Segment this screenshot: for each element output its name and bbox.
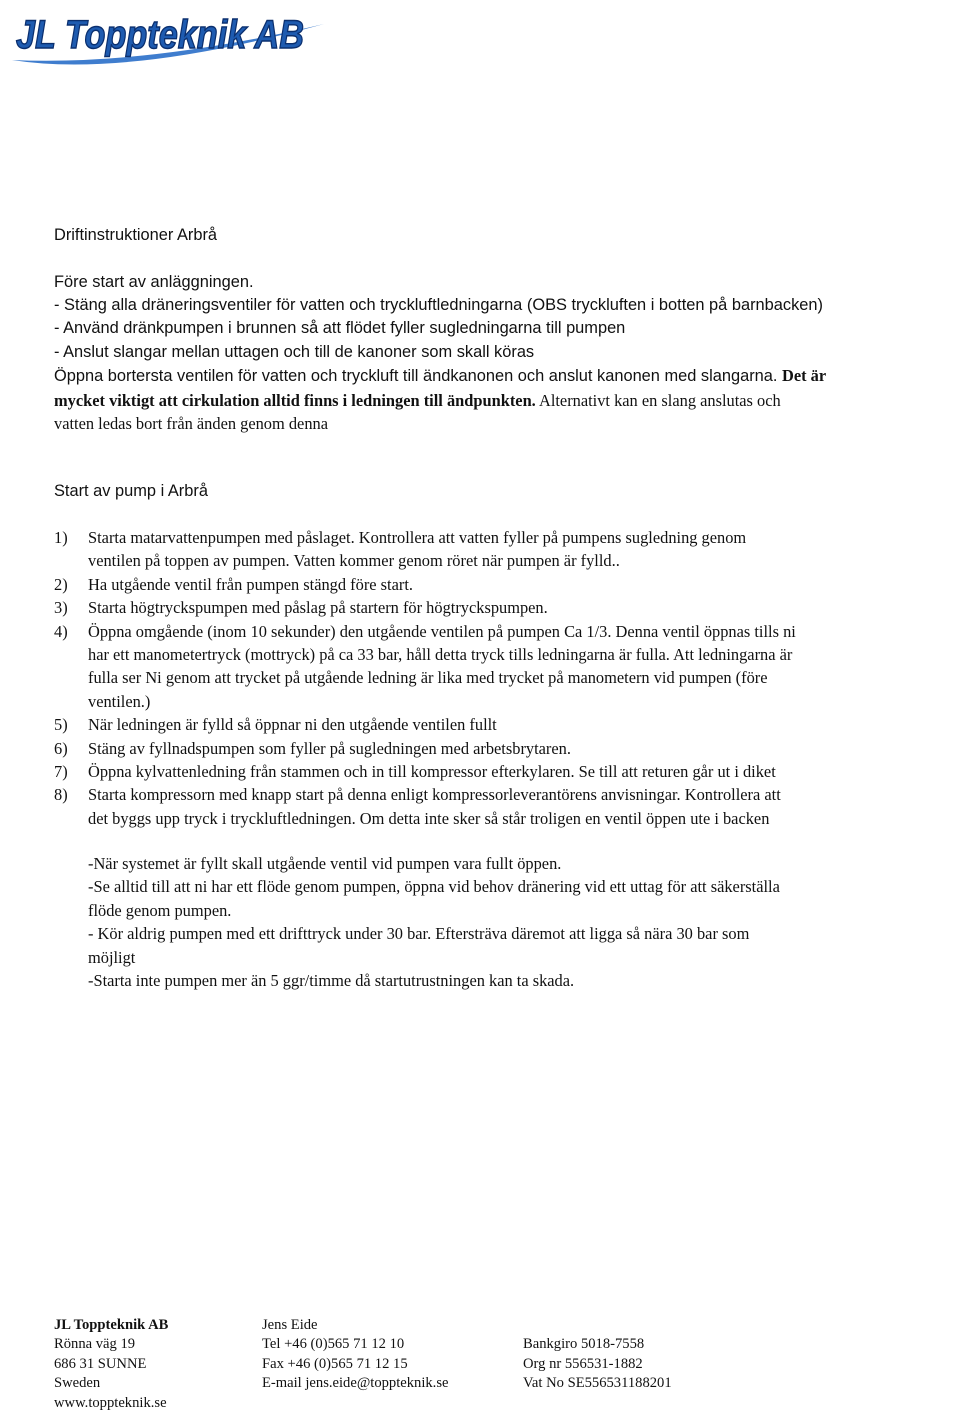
- step-text: Starta högtryckspumpen med påslag på startern för högtryckspumpen.: [88, 598, 548, 618]
- footer-company: JL Toppteknik AB: [54, 1317, 169, 1333]
- company-logo: [6, 2, 336, 70]
- footer-contact-name: Jens Eide: [262, 1317, 318, 1333]
- footer-postal: 686 31 SUNNE: [54, 1355, 147, 1372]
- note-line: -När systemet är fyllt skall utgående ventil vid pumpen vara fullt öppen.: [88, 854, 562, 873]
- step-text: Starta kompressorn med knapp start på denna enligt kompressorleverantörens anvisningar. Kontrollera att: [88, 785, 781, 805]
- step-text: ventilen på toppen av pumpen. Vatten kommer genom röret när pumpen är fylld..: [88, 551, 620, 571]
- start-steps-list: [54, 526, 960, 830]
- step-text: Starta matarvattenpumpen med påslaget. Kontrollera att vatten fyller på pumpens sugledning genom: [88, 528, 747, 547]
- list-item: [54, 526, 960, 573]
- step-number: 3): [54, 598, 68, 618]
- warning-text: Alternativt kan en slang anslutas och: [538, 390, 781, 410]
- instruction-text: Öppna bortersta ventilen för vatten och tryckluft till ändkanonen och anslut kanonen med slangarna.: [54, 367, 778, 386]
- step-text: Stäng av fyllnadspumpen som fyller på sugledningen med arbetsbrytaren.: [88, 738, 571, 758]
- note-line: möjligt: [88, 947, 136, 967]
- step-text: det byggs upp tryck i tryckluftledningen. Om detta inte sker så står troligen en ventil öppen ute i backen: [88, 808, 770, 828]
- footer-country: Sweden: [54, 1375, 101, 1392]
- warning-text-bold: mycket viktigt att cirkulation alltid finns i ledningen till ändpunkten.: [54, 390, 536, 410]
- step-number: 8): [54, 785, 68, 805]
- list-item: [54, 713, 960, 736]
- footer-address: [54, 1316, 168, 1413]
- start-pump-heading: Start av pump i Arbrå: [54, 482, 208, 500]
- footer-registration: [523, 1335, 672, 1393]
- step-text: Öppna kylvattenledning från stammen och in till kompressor efterkylaren. Se till att returen går ut i diket: [88, 762, 776, 782]
- instruction-line: - Använd dränkpumpen i brunnen så att flödet fyller sugledningarna till pumpen: [54, 319, 626, 338]
- step-text: ventilen.): [88, 691, 151, 711]
- step-text: Öppna omgående (inom 10 sekunder) den utgående ventilen på pumpen Ca 1/3. Denna ventil öppnas tills ni: [88, 621, 796, 641]
- step-number: 4): [54, 621, 68, 641]
- operating-notes: [88, 852, 958, 992]
- list-item: [54, 596, 960, 619]
- note-line: -Se alltid till att ni har ett flöde genom pumpen, öppna vid behov dränering vid ett uttag för att säkerställa: [88, 877, 780, 897]
- note-line: - Kör aldrig pumpen med ett drifttryck under 30 bar. Eftersträva däremot att ligga så nära 30 bar som: [88, 924, 750, 944]
- step-number: 6): [54, 738, 68, 758]
- before-start-instructions: [54, 294, 956, 435]
- note-line: -Starta inte pumpen mer än 5 ggr/timme då startutrustningen kan ta skada.: [88, 971, 575, 991]
- footer-bankgiro: Bankgiro 5018-7558: [523, 1336, 645, 1353]
- footer-org-number: Org nr 556531-1882: [523, 1355, 643, 1372]
- list-item: [54, 620, 960, 714]
- list-item: [54, 737, 960, 760]
- step-number: 7): [54, 762, 68, 782]
- list-item: [54, 783, 960, 830]
- step-number: 5): [54, 715, 68, 735]
- instruction-line: vatten ledas bort från änden genom denna: [54, 414, 328, 434]
- footer-phone: Tel +46 (0)565 71 12 10: [262, 1336, 405, 1353]
- document-title: Driftinstruktioner Arbrå: [54, 226, 218, 244]
- step-number: 1): [54, 528, 68, 547]
- footer-email: E-mail jens.eide@toppteknik.se: [262, 1375, 449, 1392]
- step-text: Ha utgående ventil från pumpen stängd före start.: [88, 574, 413, 594]
- instruction-line: [54, 364, 956, 388]
- warning-text-bold: Det är: [782, 366, 827, 386]
- list-item: [54, 573, 960, 596]
- footer-website: www.toppteknik.se: [54, 1394, 167, 1411]
- footer-fax: Fax +46 (0)565 71 12 15: [262, 1355, 408, 1372]
- step-text: fulla ser Ni genom att trycket på utgående ledning är lika med trycket på manometern vid pumpen (före: [88, 668, 768, 688]
- logo-wordmark: JL Toppteknik AB: [16, 13, 304, 57]
- warning-line: [54, 389, 956, 412]
- instruction-line: - Stäng alla dräneringsventiler för vatten och tryckluftledningarna (OBS tryckluften i botten på barnbacken): [54, 296, 823, 314]
- footer-street: Rönna väg 19: [54, 1336, 136, 1353]
- footer-vat: Vat No SE556531188201: [523, 1375, 672, 1392]
- step-text: har ett manometertryck (mottryck) på ca 33 bar, håll detta tryck tills ledningarna är fulla. Att ledningarna är: [88, 645, 793, 665]
- footer-contact: [262, 1316, 449, 1394]
- before-start-heading: Före start av anläggningen.: [54, 273, 254, 291]
- instruction-line: - Anslut slangar mellan uttagen och till de kanoner som skall köras: [54, 342, 535, 361]
- step-text: När ledningen är fylld så öppnar ni den utgående ventilen fullt: [88, 715, 497, 735]
- list-item: [54, 760, 960, 783]
- note-line: flöde genom pumpen.: [88, 900, 232, 920]
- step-number: 2): [54, 574, 68, 594]
